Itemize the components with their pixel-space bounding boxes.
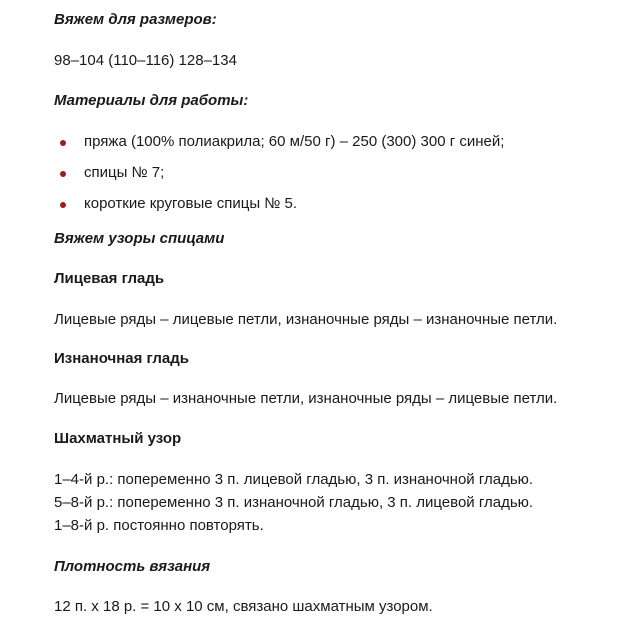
material-item-circular-needles: короткие круговые спицы № 5. <box>84 195 298 212</box>
bullet-icon <box>60 140 66 146</box>
gauge-text: 12 п. х 18 р. = 10 х 10 см, связано шахматным узором. <box>54 598 433 615</box>
bullet-icon <box>60 171 66 177</box>
material-item-needles: спицы № 7; <box>84 164 165 181</box>
sizes-value: 98–104 (110–116) 128–134 <box>54 52 237 69</box>
list-item <box>54 192 504 223</box>
checkerboard-line: 5–8-й р.: попеременно 3 п. изнаночной гладью, 3 п. лицевой гладью. <box>54 494 534 511</box>
list-item <box>54 130 504 161</box>
reverse-stockinette-text: Лицевые ряды – изнаночные петли, изнаночные ряды – лицевые петли. <box>54 390 558 407</box>
patterns-heading: Вяжем узоры спицами <box>54 230 225 247</box>
stockinette-title: Лицевая гладь <box>54 270 165 287</box>
list-item <box>54 161 504 192</box>
bullet-icon <box>60 202 66 208</box>
material-item-yarn: пряжа (100% полиакрила; 60 м/50 г) – 250 (300) 300 г синей; <box>84 133 505 150</box>
materials-list <box>54 130 504 223</box>
sizes-heading: Вяжем для размеров: <box>54 11 217 28</box>
reverse-stockinette-title: Изнаночная гладь <box>54 350 190 367</box>
materials-heading: Материалы для работы: <box>54 92 249 109</box>
stockinette-text: Лицевые ряды – лицевые петли, изнаночные ряды – изнаночные петли. <box>54 311 558 328</box>
checkerboard-line: 1–4-й р.: попеременно 3 п. лицевой гладью, 3 п. изнаночной гладью. <box>54 471 534 488</box>
checkerboard-text <box>54 468 533 537</box>
checkerboard-line: 1–8-й р. постоянно повторять. <box>54 517 264 534</box>
gauge-heading: Плотность вязания <box>54 558 211 575</box>
checkerboard-title: Шахматный узор <box>54 430 182 447</box>
